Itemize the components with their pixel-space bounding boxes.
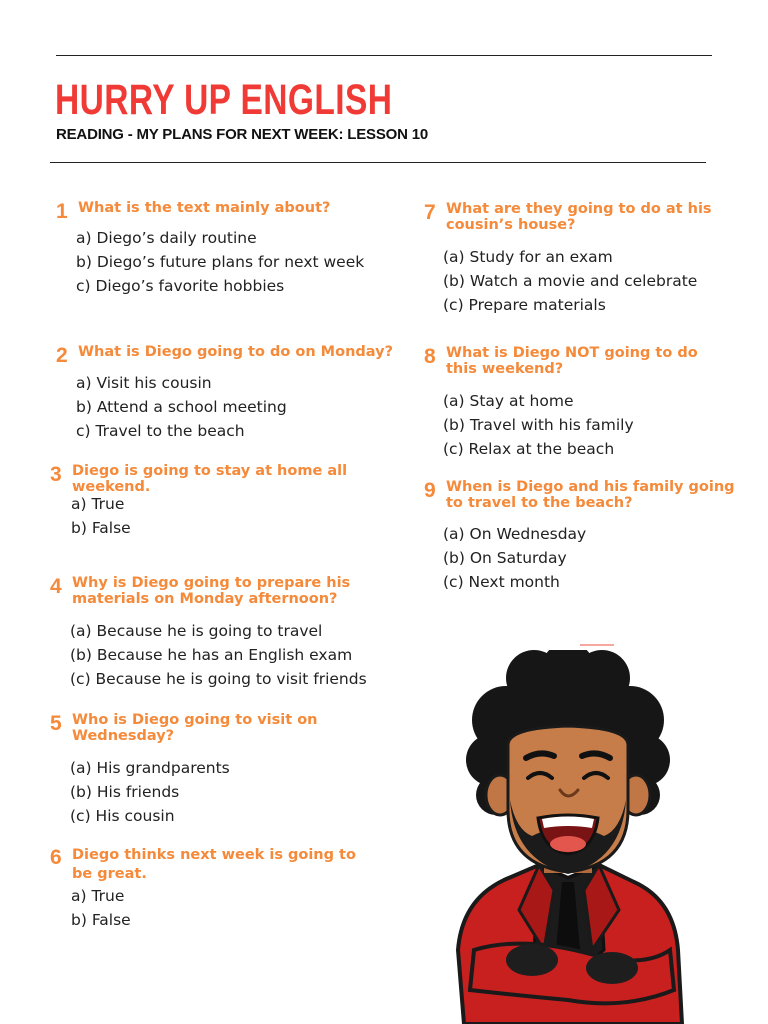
answer-option[interactable]: b) Attend a school meeting: [76, 398, 287, 416]
question-number: 4: [50, 575, 62, 598]
decorative-dash: [580, 644, 614, 646]
answer-option[interactable]: (c) Because he is going to visit friends: [70, 670, 367, 688]
answer-options: [443, 245, 697, 317]
answer-option[interactable]: (b) Travel with his family: [443, 416, 634, 434]
worksheet-title: HURRY UP ENGLISH: [55, 76, 393, 124]
question-text: Diego thinks next week is going to be great.: [72, 847, 356, 882]
answer-options: [76, 371, 287, 443]
answer-option[interactable]: a) Visit his cousin: [76, 374, 212, 392]
answer-option[interactable]: (b) His friends: [70, 783, 180, 801]
question-text: When is Diego and his family going to travel to the beach?: [446, 479, 735, 511]
question-number: 3: [50, 463, 62, 486]
answer-option[interactable]: c) Travel to the beach: [76, 422, 245, 440]
answer-options: [443, 522, 586, 594]
question-3: [50, 463, 420, 537]
question-9: [424, 479, 735, 591]
answer-option[interactable]: b) False: [71, 911, 131, 929]
answer-option[interactable]: (b) On Saturday: [443, 549, 567, 567]
answer-option[interactable]: (a) Because he is going to travel: [70, 622, 323, 640]
answer-option[interactable]: (a) Study for an exam: [443, 248, 613, 266]
answer-option[interactable]: (b) Because he has an English exam: [70, 646, 353, 664]
question-4: [50, 575, 380, 688]
answer-options: [76, 226, 364, 298]
laughing-man-mascot-icon: [444, 650, 692, 1024]
question-1: [56, 200, 396, 295]
question-7: [424, 201, 724, 314]
answer-option[interactable]: (a) On Wednesday: [443, 525, 587, 543]
answer-option[interactable]: (c) Prepare materials: [443, 296, 606, 314]
answer-options: [71, 884, 131, 932]
question-number: 7: [424, 201, 436, 224]
answer-option[interactable]: a) Diego’s daily routine: [76, 229, 257, 247]
answer-option[interactable]: (c) Next month: [443, 573, 560, 591]
header-divider: [50, 162, 706, 163]
question-text: Who is Diego going to visit on Wednesday?: [72, 712, 318, 744]
question-text: What is Diego NOT going to do this weekend?: [446, 345, 698, 377]
question-number: 2: [56, 344, 68, 367]
answer-option[interactable]: (a) Stay at home: [443, 392, 574, 410]
answer-option[interactable]: a) True: [71, 887, 125, 905]
question-number: 6: [50, 846, 62, 869]
question-number: 1: [56, 200, 68, 223]
question-8: [424, 345, 734, 458]
question-text: Diego is going to stay at home all weekend.: [72, 463, 348, 495]
question-text: What is Diego going to do on Monday?: [78, 344, 393, 360]
question-number: 9: [424, 479, 436, 502]
lesson-subtitle: READING - MY PLANS FOR NEXT WEEK: LESSON 10: [56, 126, 428, 143]
question-text: Why is Diego going to prepare his materials on Monday afternoon?: [72, 575, 351, 607]
answer-option[interactable]: (b) Watch a movie and celebrate: [443, 272, 698, 290]
answer-option[interactable]: a) True: [71, 495, 125, 513]
answer-option[interactable]: (c) His cousin: [70, 807, 175, 825]
answer-option[interactable]: c) Diego’s favorite hobbies: [76, 277, 285, 295]
answer-option[interactable]: b) Diego’s future plans for next week: [76, 253, 365, 271]
question-6: [50, 846, 380, 929]
question-2: [56, 344, 396, 440]
question-text: What are they going to do at his cousin’s house?: [446, 201, 712, 233]
question-text: What is the text mainly about?: [78, 200, 331, 216]
question-number: 8: [424, 345, 436, 368]
question-number: 5: [50, 712, 62, 735]
answer-option[interactable]: (a) His grandparents: [70, 759, 230, 777]
answer-options: [70, 756, 230, 828]
answer-option[interactable]: (c) Relax at the beach: [443, 440, 615, 458]
answer-option[interactable]: b) False: [71, 519, 131, 537]
answer-options: [71, 492, 131, 540]
answer-options: [70, 619, 367, 691]
answer-options: [443, 389, 634, 461]
top-divider: [56, 55, 712, 56]
question-5: [50, 712, 380, 825]
